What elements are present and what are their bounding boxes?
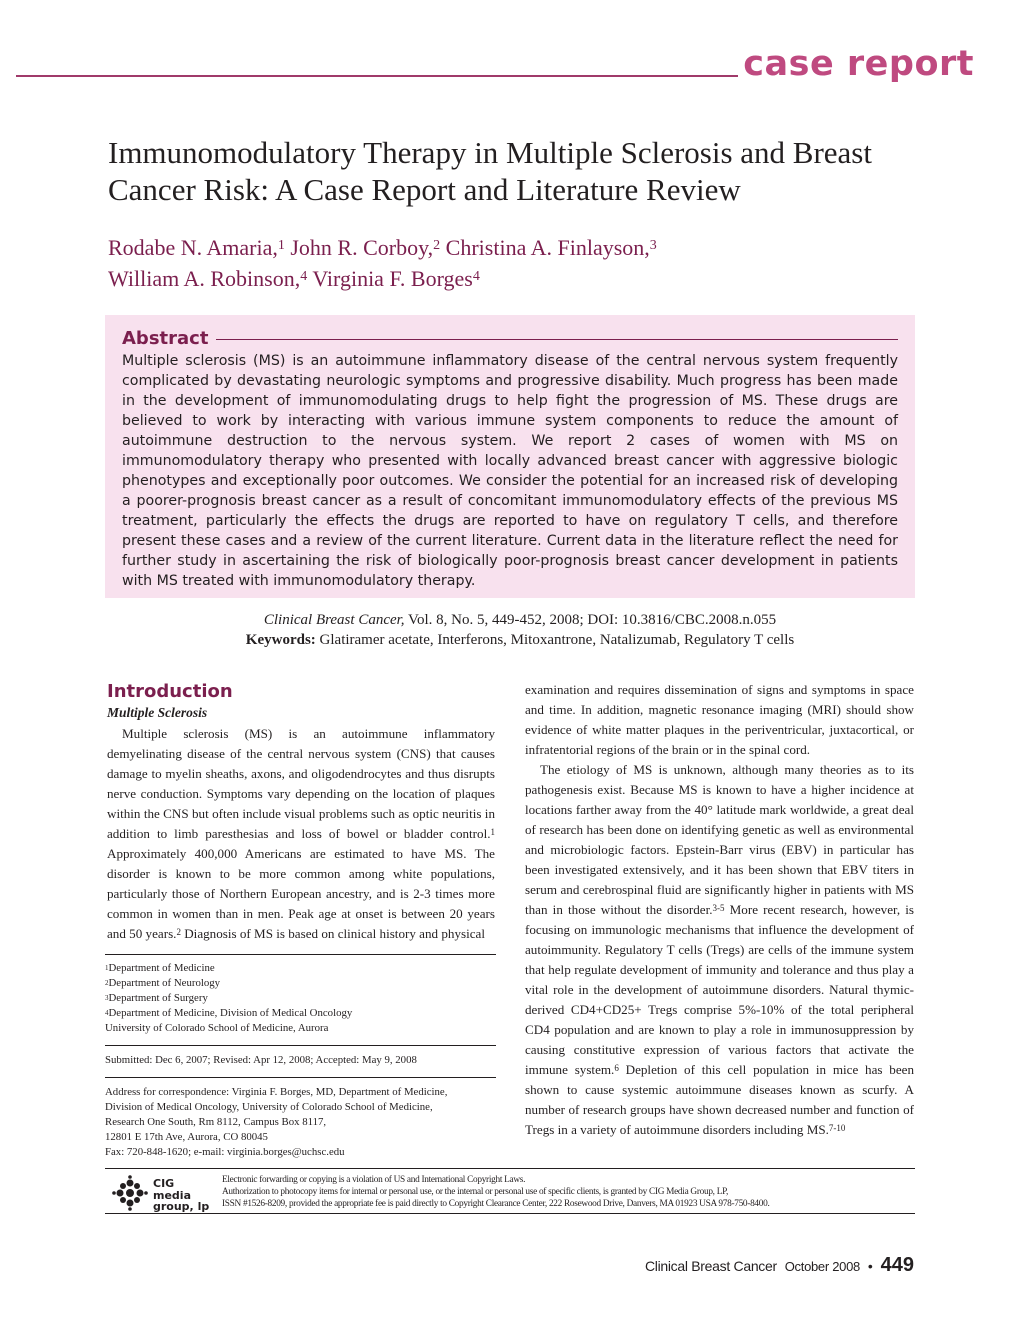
copyright-bar xyxy=(105,1168,915,1214)
article-title: Immunomodulatory Therapy in Multiple Sclerosis and Breast Cancer Risk: A Case Report and Literature Review xyxy=(108,135,872,207)
address-line: Fax: 720-848-1620; e-mail: virginia.borges@uchsc.edu xyxy=(105,1146,345,1158)
right-column xyxy=(525,680,914,1140)
author: John R. Corboy,$^2$ xyxy=(290,235,441,260)
left-column xyxy=(107,680,495,944)
address-line: Division of Medical Oncology, University of Colorado School of Medicine, xyxy=(105,1101,433,1113)
address-line: Research One South, Rm 8112, Campus Box 8117, xyxy=(105,1116,327,1128)
affiliation: $^2$Department of Neurology xyxy=(105,977,221,989)
affiliation: University of Colorado School of Medicine, Aurora xyxy=(105,1022,329,1034)
body-paragraph: The etiology of MS is unknown, although many theories as to its pathogenesis exist. Because MS is known to have a higher incidence at locations farther away from the 40° latitude mark worldwide, a great deal of research has been done on identifying genetic as well as environmental and microbiologic factors. Epstein-Barr virus (EBV) in particular has been investigated extensively, and it has been shown that EBV titers in serum and cerebrospinal fluid are significantly higher in patients with MS than in those without the disorder.$^{3-5}$ More recent research, however, is focusing on immunologic mechanisms that influence the development of autoimmunity. Regulatory T cells (Tregs) are cells of the immune system that help regulate development of immunity and tolerance and thus play a vital role in the development of autoimmune disorders. Natural thymic-derived CD4+CD25+ Tregs comprise 5%-10% of the total peripheral CD4 population and are known to play a role in immunosuppression by causing constitutive expression of various factors that activate the immune system.$^6$ Depletion of this cell population in mice has been shown to cause systemic autoimmune diseases known as scurfy. A number of research groups have shown decreased number and function of Tregs in a variety of autoimmune disorders including MS.$^{7-10}$ xyxy=(525,762,915,1137)
abstract-heading: Abstract xyxy=(122,327,209,349)
keywords-line xyxy=(0,630,1020,650)
citation-journal: Clinical Breast Cancer, xyxy=(263,612,405,628)
section-heading-introduction: Introduction xyxy=(107,681,233,702)
author: Rodabe N. Amaria,$^1$ xyxy=(108,235,285,260)
section-tag: case report xyxy=(743,44,974,84)
address-line: Address for correspondence: Virginia F. Borges, MD, Department of Medicine, xyxy=(105,1086,448,1098)
page-footer xyxy=(645,1254,914,1277)
footnote-divider xyxy=(105,1077,496,1078)
footer-bullet: • xyxy=(867,1258,873,1274)
body-paragraph: Multiple sclerosis (MS) is an autoimmune inflammatory demyelinating disease of the central nervous system (CNS) that causes damage to myelin sheaths, axons, and oligodendrocytes and thus disrupts nerve conduction. Symptoms vary depending on the location of plaques within the CNS but often include visual problems such as optic neuritis in addition to limb paresthesias and loss of bowel or bladder control.$^1$ Approximately 400,000 Americans are estimated to have MS. The disorder is known to be more common among white populations, particularly those of Northern European ancestry, and is 2-3 times more common in women than in men. Peak age at onset is between 20 years and 50 years.$^2$ Diagnosis of MS is based on clinical history and physical xyxy=(107,726,495,941)
abstract-text: Multiple sclerosis (MS) is an autoimmune inflammatory disease of the central nervous system frequently complicated by devastating neurologic symptoms and progressive disability. Much progress has been made in the development of immunomodulating drugs to help fight the progression of MS. These drugs are believed to work by interacting with various immune system components to reduce the amount of autoimmune destruction to the nervous system. We report 2 cases of women with MS on immunomodulatory therapy who presented with locally advanced breast cancer with aggressive biologic phenotypes and exceptionally poor outcomes. We consider the potential for an increased risk of developing a poorer-prognosis breast cancer as a result of concomitant immunomodulatory effects of the previous MS treatment, particularly the effects the drugs are reported to have on regulatory T cells, and therefore present these cases and a review of the current literature. Current data in the literature reflect the need for further study in ascertaining the risk of biologically poor-prognosis breast cancer development in patients with MS treated with immunomodulatory therapy. xyxy=(122,353,898,589)
author: Christina A. Finlayson,$^3$ xyxy=(445,235,657,260)
keywords-label: Keywords: xyxy=(245,632,316,648)
author: William A. Robinson,$^4$ xyxy=(108,266,308,291)
abstract-header xyxy=(122,325,898,351)
author: Virginia F. Borges$^4$ xyxy=(312,266,480,291)
address-line: 12801 E 17th Ave, Aurora, CO 80045 xyxy=(105,1131,268,1143)
cig-logo-text: CIG media group, lp xyxy=(153,1177,210,1213)
copyright-notice: Electronic forwarding or copying is a violation of US and International Copyright Laws. Authorization to photocopy items for internal or personal use, or the internal or personal use of specific clients, is granted by CIG Media Group, LP, ISSN #1526-8209, provided the appropriate fee is paid directly to Copyright Clearance Center, 222 Rosewood Drive, Danvers, MA 01923 USA 978-750-8400. xyxy=(222,1175,770,1209)
author-list xyxy=(108,232,928,294)
citation-details: Vol. 8, No. 5, 449-452, 2008; DOI: 10.3816/CBC.2008.n.055 xyxy=(408,612,777,628)
abstract-box xyxy=(105,315,915,598)
header-rule xyxy=(16,75,738,77)
keywords-values: Glatiramer acetate, Interferons, Mitoxantrone, Natalizumab, Regulatory T cells xyxy=(319,632,795,648)
footnotes xyxy=(105,954,496,1160)
abstract-rule xyxy=(216,339,898,340)
citation-line xyxy=(0,610,1020,630)
footnote-divider xyxy=(105,1045,496,1046)
submission-dates: Submitted: Dec 6, 2007; Revised: Apr 12, 2008; Accepted: May 9, 2008 xyxy=(105,1054,417,1066)
affiliation: $^4$Department of Medicine, Division of Medical Oncology xyxy=(105,1007,353,1019)
affiliation: $^3$Department of Surgery xyxy=(105,992,208,1004)
footer-date: October 2008 xyxy=(784,1259,860,1274)
page-number: 449 xyxy=(880,1254,914,1276)
cig-media-logo xyxy=(109,1175,219,1211)
flower-logo-icon xyxy=(109,1175,151,1211)
footer-journal: Clinical Breast Cancer xyxy=(644,1258,777,1274)
body-paragraph: examination and requires dissemination of signs and symptoms in space and time. In addition, magnetic resonance imaging (MRI) should show evidence of white matter plaques in the periventricular, juxtacortical, or infratentorial regions of the brain or in the spinal cord. xyxy=(525,682,914,757)
subsection-heading: Multiple Sclerosis xyxy=(107,705,208,720)
affiliation: $^1$Department of Medicine xyxy=(105,962,215,974)
